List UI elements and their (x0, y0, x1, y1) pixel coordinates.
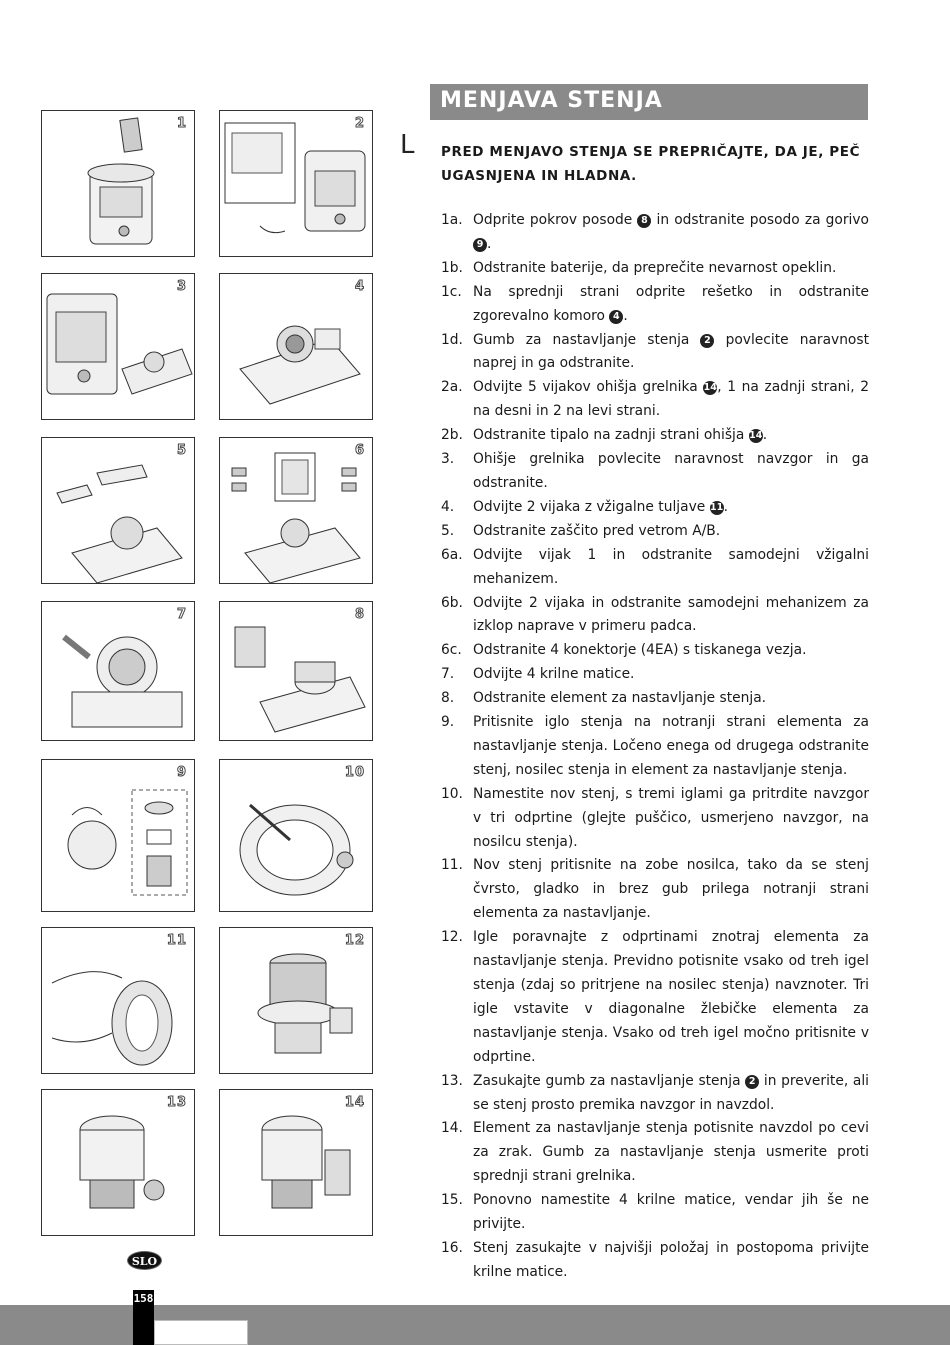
figure-number: 13 (166, 1095, 187, 1110)
figure-3 (41, 273, 195, 420)
instruction-step (441, 424, 869, 448)
instruction-step (441, 926, 869, 1069)
step-text: Odvijte 2 vijaka in odstranite samodejni mehanizem za izklop naprave v primeru padca. (473, 594, 869, 635)
instruction-step (441, 1117, 869, 1189)
step-number: 6c. (441, 642, 462, 659)
step-text: , 1 na zadnji strani, 2 na desni in 2 na levi strani. (473, 379, 870, 420)
figure-4 (219, 273, 373, 420)
figure-13 (41, 1089, 195, 1236)
page-title: MENJAVA STENJA (440, 88, 663, 113)
figure-8 (219, 601, 373, 741)
footer-strip (154, 1320, 248, 1345)
figure-9 (41, 759, 195, 912)
step-text: . (762, 427, 768, 444)
part-reference-badge: 14 (749, 430, 763, 442)
step-text: Odstranite element za nastavljanje stenja. (473, 690, 767, 707)
heater-illustration-1 (42, 111, 195, 257)
figure-number: 4 (354, 279, 365, 294)
instruction-step (441, 281, 869, 329)
section-title-bar (430, 84, 868, 120)
instruction-step (441, 783, 869, 855)
page-number: 158 (133, 1292, 154, 1305)
step-text: in odstranite posodo za gorivo (651, 212, 869, 228)
step-text: Igle poravnajte z odprtinami znotraj elementa za nastavljanje stenja. Previdno potisnite vsako od treh igel stenja (zdaj so pritrjene na nosilec stenja) navznoter. Tri igle vstavite v diagonalne žlebičke elementa za nastavljanje stenja. Vsako od treh igel močno pritisnite v odprtine. (473, 929, 869, 1065)
part-reference-badge: 4 (609, 310, 623, 324)
step-number: 9. (441, 714, 455, 731)
step-text: Odstranite baterije, da preprečite nevarnost opeklin. (473, 259, 837, 276)
heater-illustration-6 (220, 438, 373, 584)
figure-number: 6 (354, 443, 365, 458)
step-text: Nov stenj pritisnite na zobe nosilca, tako da se stenj čvrsto, gladko in brez gub prilega notranji strani elementa za nastavljanje. (473, 857, 869, 922)
step-number: 2a. (441, 379, 463, 396)
step-number: 11. (441, 857, 463, 874)
step-text: Na sprednji strani odprite rešetko in odstranite zgorevalno komoro (473, 283, 869, 324)
language-badge: SLO (127, 1251, 162, 1270)
instruction-step (441, 520, 869, 544)
instruction-step (441, 1237, 869, 1285)
heater-illustration-9 (42, 760, 195, 912)
step-text: Odvijte 2 vijaka z vžigalne tuljave (473, 498, 710, 515)
step-text: Ohišje grelnika povlecite naravnost navzgor in ga odstranite. (473, 451, 869, 491)
figure-number: 3 (176, 279, 187, 294)
step-text: Zasukajte gumb za nastavljanje stenja (473, 1072, 746, 1089)
part-reference-badge: 2 (700, 334, 714, 348)
instruction-step (441, 663, 869, 687)
step-number: 14. (441, 1120, 463, 1137)
figure-number: 9 (176, 765, 187, 780)
heater-illustration-8 (220, 602, 373, 741)
step-number: 16. (441, 1239, 463, 1256)
step-text: Element za nastavljanje stenja potisnite navzdol po cevi za zrak. Gumb za nastavljanje stenja usmerite proti sprednji strani grelnika. (473, 1120, 869, 1185)
heater-illustration-14 (220, 1090, 373, 1236)
figure-2 (219, 110, 373, 257)
warning-text: PRED MENJAVO STENJA SE PREPRIČAJTE, DA JE, PEČ UGASNJENA IN HLADNA. (441, 144, 861, 184)
step-number: 10. (441, 785, 463, 802)
step-text: Odstranite zaščito pred vetrom A/B. (473, 522, 721, 539)
step-text: Odvijte vijak 1 in odstranite samodejni vžigalni mehanizem. (473, 546, 869, 587)
step-text: Pritisnite iglo stenja na notranji strani elementa za nastavljanje stenja. Ločeno enega od drugega odstranite stenj, nosilec stenja in element za nastavljanje stenja. (473, 714, 869, 778)
figure-number: 8 (354, 607, 365, 622)
step-number: 4. (441, 498, 455, 515)
instruction-step (441, 209, 869, 257)
instruction-step (441, 854, 869, 926)
heater-illustration-4 (220, 274, 373, 420)
part-reference-badge: 2 (745, 1075, 759, 1089)
instruction-step (441, 1189, 869, 1237)
step-number: 13. (441, 1072, 463, 1089)
instruction-step (441, 496, 869, 520)
step-number: 15. (441, 1192, 463, 1209)
figure-number: 5 (176, 443, 187, 458)
heater-illustration-5 (42, 438, 195, 584)
instruction-step (441, 329, 869, 377)
instruction-list (441, 209, 869, 1285)
instruction-step (441, 711, 869, 783)
step-number: 6b. (441, 594, 463, 611)
instruction-step (441, 544, 869, 592)
step-text: Namestite nov stenj, s tremi iglami ga pritrdite navzgor v tri odprtine (glejte puščico, usmerjeno navzgor, na nosilcu stenja). (473, 785, 869, 850)
step-number: 1d. (441, 331, 463, 348)
figure-number: 10 (344, 765, 365, 780)
step-text: in preverite, ali se stenj prosto premika navzgor in navzdol. (473, 1072, 869, 1113)
instruction-step (441, 639, 869, 663)
figure-7 (41, 601, 195, 741)
part-reference-badge: 11 (710, 501, 724, 513)
figure-number: 1 (176, 116, 187, 131)
step-text: Ponovno namestite 4 krilne matice, vendar jih še ne privijte. (473, 1192, 869, 1233)
step-text: . (723, 498, 729, 515)
step-text: . (487, 235, 492, 252)
heater-illustration-2 (220, 111, 373, 257)
step-number: 1a. (441, 212, 463, 228)
figure-14 (219, 1089, 373, 1236)
figure-6 (219, 437, 373, 584)
instruction-step (441, 376, 869, 424)
step-text: Odstranite 4 konektorje (4EA) s tiskanega vezja. (473, 642, 807, 659)
step-text: Odstranite tipalo na zadnji strani ohišja (473, 427, 749, 444)
step-text: Odprite pokrov posode (473, 212, 638, 228)
step-text: . (623, 307, 628, 324)
part-reference-badge: 9 (473, 238, 487, 252)
figure-11 (41, 927, 195, 1074)
step-text: povlecite naravnost naprej in ga odstranite. (473, 331, 869, 372)
heater-illustration-10 (220, 760, 373, 912)
heater-illustration-3 (42, 274, 195, 420)
step-number: 2b. (441, 427, 463, 444)
step-number: 6a. (441, 546, 463, 563)
step-text: Odvijte 4 krilne matice. (473, 666, 635, 683)
step-text: Stenj zasukajte v najvišji položaj in postopoma privijte krilne matice. (473, 1239, 869, 1280)
figure-number: 11 (166, 933, 187, 948)
step-number: 5. (441, 522, 455, 539)
part-reference-badge: 14 (703, 382, 717, 394)
step-number: 8. (441, 690, 455, 707)
step-text: Gumb za nastavljanje stenja (473, 331, 701, 348)
instruction-step (441, 448, 869, 496)
instruction-step (441, 257, 869, 281)
step-number: 7. (441, 666, 455, 683)
heater-illustration-7 (42, 602, 195, 741)
step-number: 1b. (441, 259, 463, 276)
step-number: 3. (441, 451, 455, 468)
heater-illustration-13 (42, 1090, 195, 1236)
figure-10 (219, 759, 373, 912)
instruction-step (441, 1070, 869, 1118)
figure-number: 14 (344, 1095, 365, 1110)
figure-5 (41, 437, 195, 584)
instruction-step (441, 687, 869, 711)
figure-number: 7 (176, 607, 187, 622)
figure-12 (219, 927, 373, 1074)
section-letter: L (400, 130, 415, 160)
step-number: 12. (441, 929, 463, 946)
figure-1 (41, 110, 195, 257)
instruction-step (441, 592, 869, 640)
heater-illustration-11 (42, 928, 195, 1074)
step-number: 1c. (441, 283, 462, 300)
part-reference-badge: 8 (637, 214, 651, 228)
step-text: Odvijte 5 vijakov ohišja grelnika (473, 379, 704, 396)
figure-number: 12 (344, 933, 365, 948)
heater-illustration-12 (220, 928, 373, 1074)
figure-number: 2 (354, 116, 365, 131)
